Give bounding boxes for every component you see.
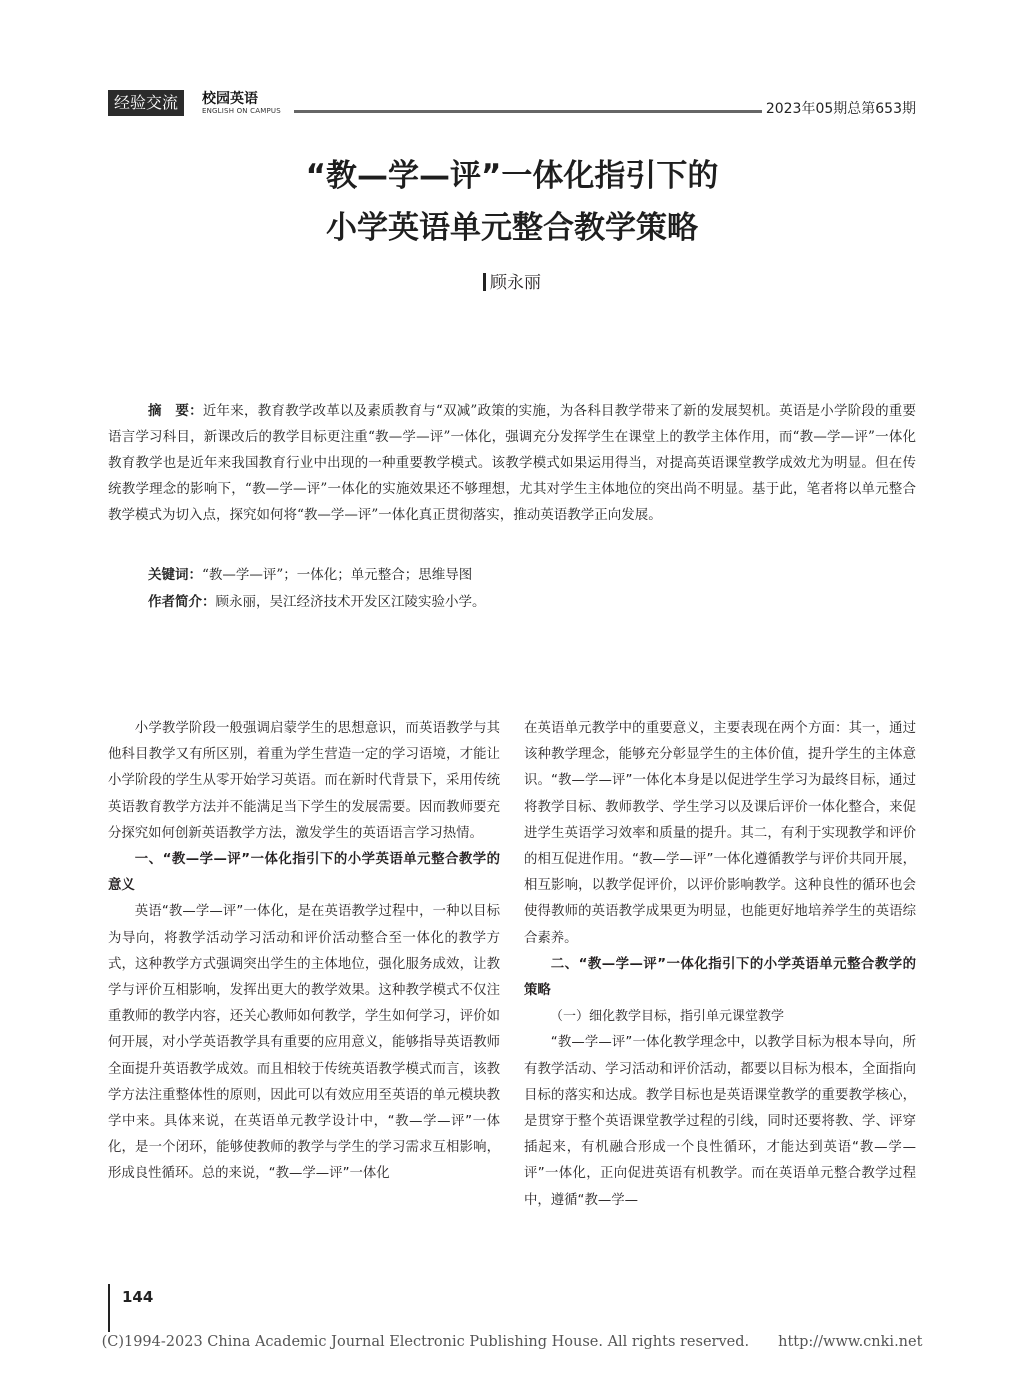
author-bio-label: 作者简介： bbox=[148, 594, 216, 610]
journal-logo-cn: 校园英语 bbox=[202, 91, 258, 107]
author-bar bbox=[483, 273, 486, 291]
author-name: 顾永丽 bbox=[490, 273, 541, 293]
section-heading-2: 二、“教—学—评”一体化指引下的小学英语单元整合教学的策略 bbox=[524, 956, 916, 999]
author-bio-line bbox=[148, 589, 486, 615]
keywords-text: “教—学—评”；一体化；单元整合；思维导图 bbox=[202, 567, 473, 583]
subsection-heading: （一）细化教学目标，指引单元课堂教学 bbox=[550, 1009, 785, 1025]
header-divider bbox=[294, 110, 762, 113]
paragraph: 在英语单元教学中的重要意义，主要表现在两个方面：其一，通过该种教学理念，能够充分彰显学生的主体价值，提升学生的主体意识。“教—学—评”一体化本身是以促进学生学习为最终目标，通过将教学目标、教师教学、学生学习以及课后评价一体化整合，来促进学生英语学习效率和质量的提升。其二，有利于实现教学和评价的相互促进作用。“教—学—评”一体化遵循教学与评价共同开展，相互影响，以教学促评价，以评价影响教学。这种良性的循环也会使得教师的英语教学成果更为明显，也能更好地培养学生的英语综合素养。 bbox=[524, 721, 916, 946]
abstract bbox=[108, 398, 916, 528]
keywords-label: 关键词： bbox=[148, 567, 202, 583]
author-line bbox=[0, 268, 1024, 293]
keywords-line bbox=[148, 562, 472, 588]
body-column-right bbox=[524, 716, 916, 1214]
page-header bbox=[108, 88, 916, 120]
page-number: 144 bbox=[122, 1288, 154, 1306]
page-number-bar bbox=[108, 1284, 110, 1332]
paragraph: 英语“教—学—评”一体化，是在英语教学过程中，一种以目标为导向，将教学活动学习活动和评价活动整合至一体化的教学方式，这种教学方式强调突出学生的主体地位，强化服务成效，让教学与评价互相影响，发挥出更大的教学效果。这种教学模式不仅注重教师的教学内容，还关心教师如何教学，学生如何学习，评价如何开展，对小学英语教学具有重要的应用意义，能够指导英语教师全面提升英语教学成效。而且相较于传统英语教学模式而言，该教学方法注重整体性的原则，因此可以有效应用至英语的单元模块教学中来。具体来说，在英语单元教学设计中，“教—学—评”一体化，是一个闭环，能够使教师的教学与学生的学习需求互相影响，形成良性循环。总的来说，“教—学—评”一体化 bbox=[108, 904, 500, 1182]
section-label: 经验交流 bbox=[108, 90, 184, 116]
author-bio-text: 顾永丽，吴江经济技术开发区江陵实验小学。 bbox=[215, 594, 486, 610]
abstract-text: 近年来，教育教学改革以及素质教育与“双减”政策的实施，为各科目教学带来了新的发展契机。英语是小学阶段的重要语言学习科目，新课改后的教学目标更注重“教—学—评”一体化，强调充分发挥学生在课堂上的教学主体作用，而“教—学—评”一体化教育教学也是近年来我国教育行业中出现的一种重要教学模式。该教学模式如果运用得当，对提高英语课堂教学成效尤为明显。但在传统教学理念的影响下，“教—学—评”一体化的实施效果还不够理想，尤其对学生主体地位的突出尚不明显。基于此，笔者将以单元整合教学模式为切入点，探究如何将“教—学—评”一体化真正贯彻落实，推动英语教学正向发展。 bbox=[108, 403, 916, 523]
copyright-notice: (C)1994-2023 China Academic Journal Electronic Publishing House. All rights reserved. http://www.cnki.net bbox=[101, 1334, 923, 1350]
section-heading-1: 一、“教—学—评”一体化指引下的小学英语单元整合教学的意义 bbox=[108, 852, 500, 894]
journal-logo-en: ENGLISH ON CAMPUS bbox=[202, 107, 281, 115]
abstract-label: 摘 要： bbox=[148, 403, 203, 419]
paragraph: “教—学—评”一体化教学理念中，以教学目标为根本导向，所有教学活动、学习活动和评价活动，都要以目标为根本，全面指向目标的落实和达成。教学目标也是英语课堂教学的重要教学核心，是贯穿于整个英语课堂教学过程的引线，同时还要将教、学、评穿插起来，有机融合形成一个良性循环，才能达到英语“教—学—评”一体化，正向促进英语有机教学。而在英语单元整合教学过程中，遵循“教—学— bbox=[524, 1035, 916, 1208]
title-line-1: “教—学—评”一体化指引下的 bbox=[305, 158, 719, 194]
body-column-left bbox=[108, 716, 500, 1188]
paragraph: 小学教学阶段一般强调启蒙学生的思想意识，而英语教学与其他科目教学又有所区别，着重为学生营造一定的学习语境，才能让小学阶段的学生从零开始学习英语。而在新时代背景下，采用传统英语教育教学方法并不能满足当下学生的发展需要。因而教师要充分探究如何创新英语教学方法，激发学生的英语语言学习热情。 bbox=[108, 721, 500, 841]
title-line-2: 小学英语单元整合教学策略 bbox=[326, 210, 698, 246]
issue-info: 2023年05期总第653期 bbox=[765, 101, 916, 117]
article-title bbox=[0, 150, 1024, 254]
